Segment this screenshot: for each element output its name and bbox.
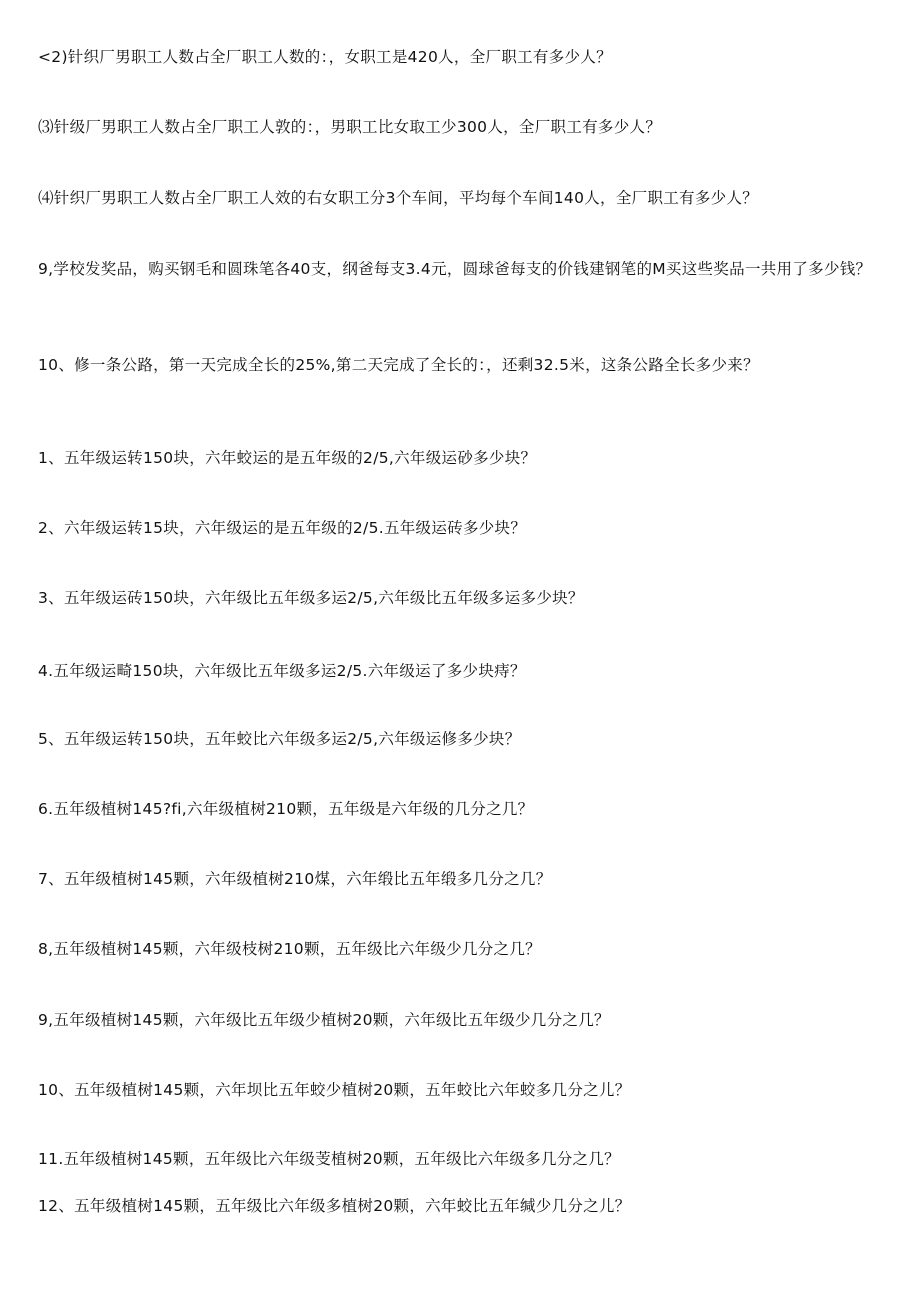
problem-line-3: ⑷针织厂男职工人数占全厂职工人效的右女职工分3个车间，平均每个车间140人，全厂职工有多少人？ [38,189,759,207]
problem-line-5: 10、修一条公路，第一天完成全长的25%,第二天完成了全长的：，还剩32.5米，这条公路全长多少来？ [38,356,759,374]
problem-line-4: 9,学校发奖品，购买钢毛和圆珠笔各40支，纲爸每支3.4元，圆球爸每支的价钱建钢笔的M买这些奖品一共用了多少钱？ [38,260,872,278]
problem-line-8: 3、五年级运砖150块，六年级比五年级多运2/5,六年级比五年级多运多少块？ [38,589,584,607]
problem-line-2: ⑶针级厂男职工人数占全厂职工人敦的：，男职工比女取工少300人，全厂职工有多少人？ [38,118,662,136]
problem-line-15: 10、五年级植树145颗，六年坝比五年蛟少植树20颗，五年蛟比六年蛟多几分之儿？ [38,1081,631,1099]
problem-line-11: 6.五年级植树145?fi,六年级植树210颗，五年级是六年级的几分之几？ [38,800,534,818]
problem-line-7: 2、六年级运转15块，六年级运的是五年级的2/5.五年级运砖多少块？ [38,519,527,537]
problem-line-13: 8,五年级植树145颗，六年级枝树210颗，五年级比六年级少几分之几？ [38,940,541,958]
problem-line-9: 4.五年级运畸150块，六年级比五年级多运2/5.六年级运了多少块痔？ [38,662,526,680]
problem-line-17: 12、五年级植树145颗，五年级比六年级多植树20颗，六年蛟比五年缄少几分之儿？ [38,1197,631,1215]
problem-line-1: <2)针织厂男职工人数占全厂职工人数的：，女职工是420人，全厂职工有多少人？ [38,48,612,66]
problem-line-16: 11.五年级植树145颗，五年级比六年级芰植树20颗，五年级比六年级多几分之几？ [38,1150,620,1168]
problem-line-10: 5、五年级运转150块，五年蛟比六年级多运2/5,六年级运修多少块？ [38,730,521,748]
problem-line-6: 1、五年级运转150块，六年蛟运的是五年级的2/5,六年级运砂多少块？ [38,449,537,467]
problem-line-14: 9,五年级植树145颗，六年级比五年级少植树20颗，六年级比五年级少几分之几？ [38,1011,610,1029]
problem-line-12: 7、五年级植树145颗，六年级植树210煤，六年缎比五年缎多几分之几？ [38,870,552,888]
